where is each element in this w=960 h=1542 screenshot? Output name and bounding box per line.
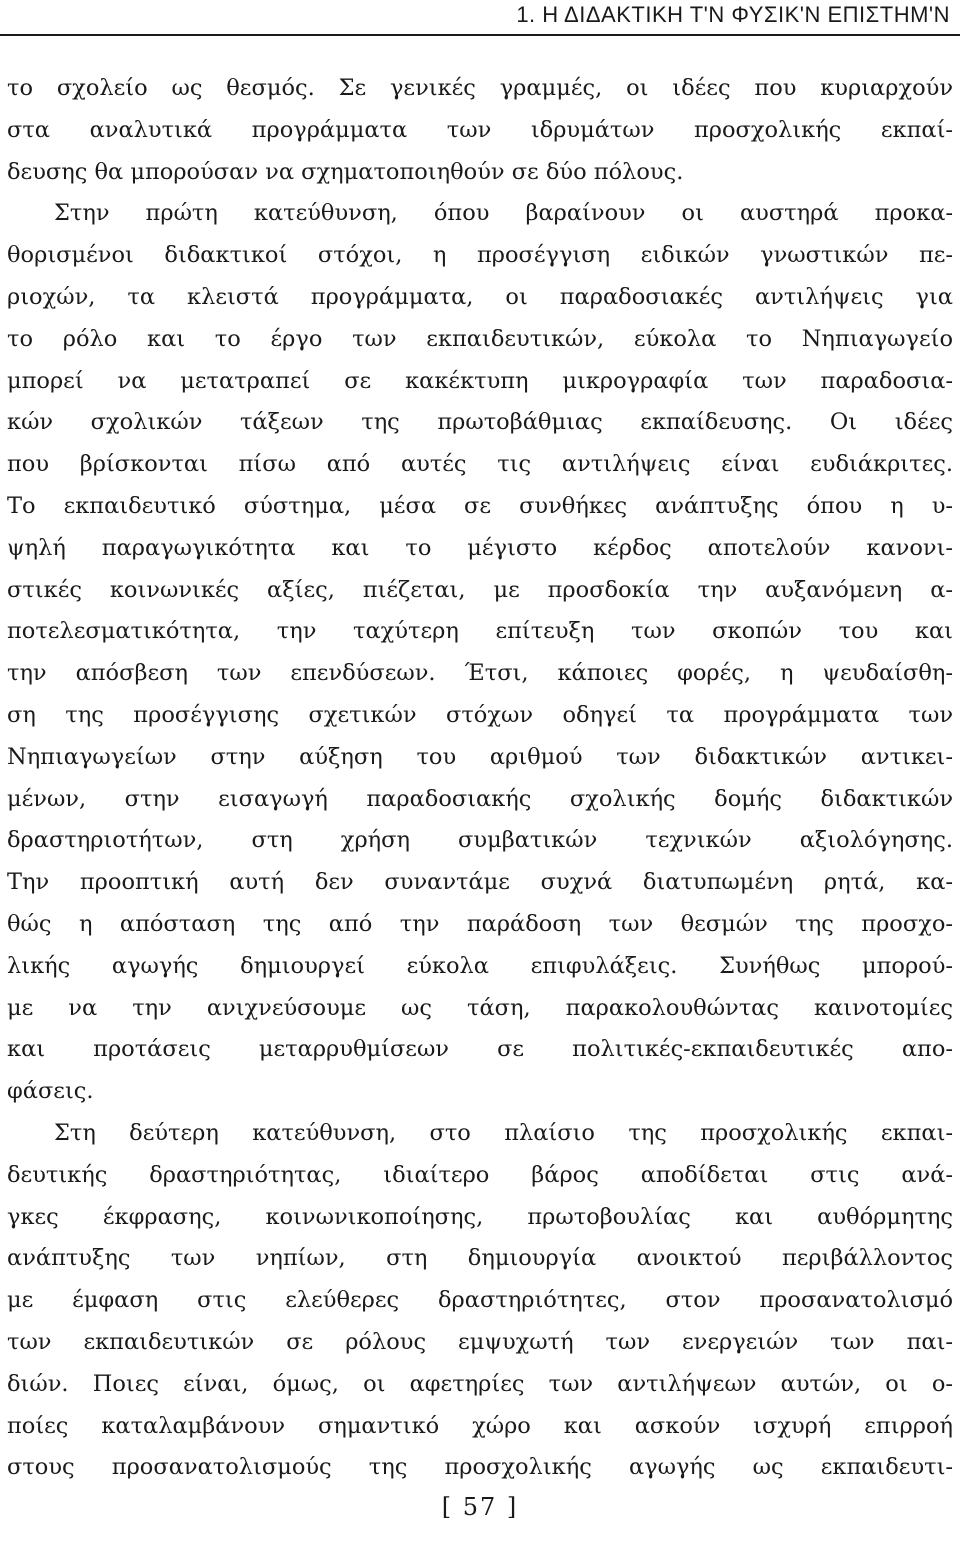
text-line: λικής αγωγής δημιουργεί εύκολα επιφυλάξεις. Συνήθως μπορού- xyxy=(7,952,953,979)
text-line: ποίες καταλαμβάνουν σημαντικό χώρο και ασκούν ισχυρή επιρροή xyxy=(7,1412,953,1439)
text-line: και προτάσεις μεταρρυθμίσεων σε πολιτικές-εκπαιδευτικές απο- xyxy=(7,1036,953,1063)
text-line: Στη δεύτερη κατεύθυνση, στο πλαίσιο της προσχολικής εκπαι- xyxy=(54,1119,953,1146)
text-line: που βρίσκονται πίσω από αυτές τις αντιλήψεις είναι ευδιάκριτες. xyxy=(7,451,953,478)
text-line: θώς η απόσταση της από την παράδοση των θεσμών της προσχο- xyxy=(7,910,953,937)
text-line: ση της προσέγγισης σχετικών στόχων οδηγεί τα προγράμματα των xyxy=(7,701,953,728)
text-line: το σχολείο ως θεσμός. Σε γενικές γραμμές, οι ιδέες που κυριαρχούν xyxy=(7,75,953,101)
body-text xyxy=(7,68,953,1489)
text-line: στους προσανατολισμούς της προσχολικής αγωγής ως εκπαιδευτι- xyxy=(7,1454,953,1481)
text-line: δευτικής δραστηριότητας, ιδιαίτερο βάρος αποδίδεται στις ανά- xyxy=(7,1161,953,1188)
text-line: Στην πρώτη κατεύθυνση, όπου βαραίνουν οι αυστηρά προκα- xyxy=(54,200,953,227)
text-line: ψηλή παραγωγικότητα και το μέγιστο κέρδος αποτελούν κανονι- xyxy=(7,534,953,561)
text-line: δευσης θα μπορούσαν να σχηματοποιηθούν σε δύο πόλους. xyxy=(7,158,684,185)
text-line: με να την ανιχνεύσουμε ως τάση, παρακολουθώντας καινοτομίες xyxy=(7,994,953,1021)
text-line: στα αναλυτικά προγράμματα των ιδρυμάτων προσχολικής εκπαί- xyxy=(7,116,953,143)
running-head: 1. Η ΔΙΔΑΚΤΙΚΗ Τ'Ν ΦΥΣΙΚ'Ν ΕΠΙΣΤΗΜ'Ν xyxy=(516,2,950,27)
text-line: μπορεί να μετατραπεί σε κακέκτυπη μικρογραφία των παραδοσια- xyxy=(7,367,953,394)
text-line: ποτελεσματικότητα, την ταχύτερη επίτευξη των σκοπών του και xyxy=(7,618,953,645)
text-line: την απόσβεση των επενδύσεων. Έτσι, κάποιες φορές, η ψευδαίσθη- xyxy=(7,660,953,687)
text-line: κών σχολικών τάξεων της πρωτοβάθμιας εκπαίδευσης. Οι ιδέες xyxy=(7,409,953,436)
text-line: στικές κοινωνικές αξίες, πιέζεται, με προσδοκία την αυξανόμενη α- xyxy=(7,576,953,603)
page-number: [ 57 ] xyxy=(441,1493,519,1521)
text-line: ανάπτυξης των νηπίων, στη δημιουργία ανοικτού περιβάλλοντος xyxy=(7,1245,953,1272)
text-line: το ρόλο και το έργο των εκπαιδευτικών, εύκολα το Νηπιαγωγείο xyxy=(7,325,953,352)
text-line: Νηπιαγωγείων στην αύξηση του αριθμού των διδακτικών αντικει- xyxy=(7,743,953,770)
text-line: θορισμένοι διδακτικοί στόχοι, η προσέγγιση ειδικών γνωστικών πε- xyxy=(7,242,953,269)
text-line: με έμφαση στις ελεύθερες δραστηριότητες, στον προσανατολισμό xyxy=(7,1287,953,1314)
text-line: των εκπαιδευτικών σε ρόλους εμψυχωτή των ενεργειών των παι- xyxy=(7,1328,953,1355)
text-line: Την προοπτική αυτή δεν συναντάμε συχνά διατυπωμένη ρητά, κα- xyxy=(7,869,953,896)
text-line: γκες έκφρασης, κοινωνικοποίησης, πρωτοβουλίας και αυθόρμητης xyxy=(7,1203,953,1230)
text-line: μένων, στην εισαγωγή παραδοσιακής σχολικής δομής διδακτικών xyxy=(7,785,953,812)
text-line: δραστηριοτήτων, στη χρήση συμβατικών τεχνικών αξιολόγησης. xyxy=(7,827,953,854)
text-line: Το εκπαιδευτικό σύστημα, μέσα σε συνθήκες ανάπτυξης όπου η υ- xyxy=(7,492,953,519)
text-line: ριοχών, τα κλειστά προγράμματα, οι παραδοσιακές αντιλήψεις για xyxy=(7,283,953,310)
text-line: διών. Ποιες είναι, όμως, οι αφετηρίες των αντιλήψεων αυτών, οι ο- xyxy=(7,1370,953,1397)
text-line: φάσεις. xyxy=(7,1078,94,1105)
header-rule xyxy=(0,34,960,36)
